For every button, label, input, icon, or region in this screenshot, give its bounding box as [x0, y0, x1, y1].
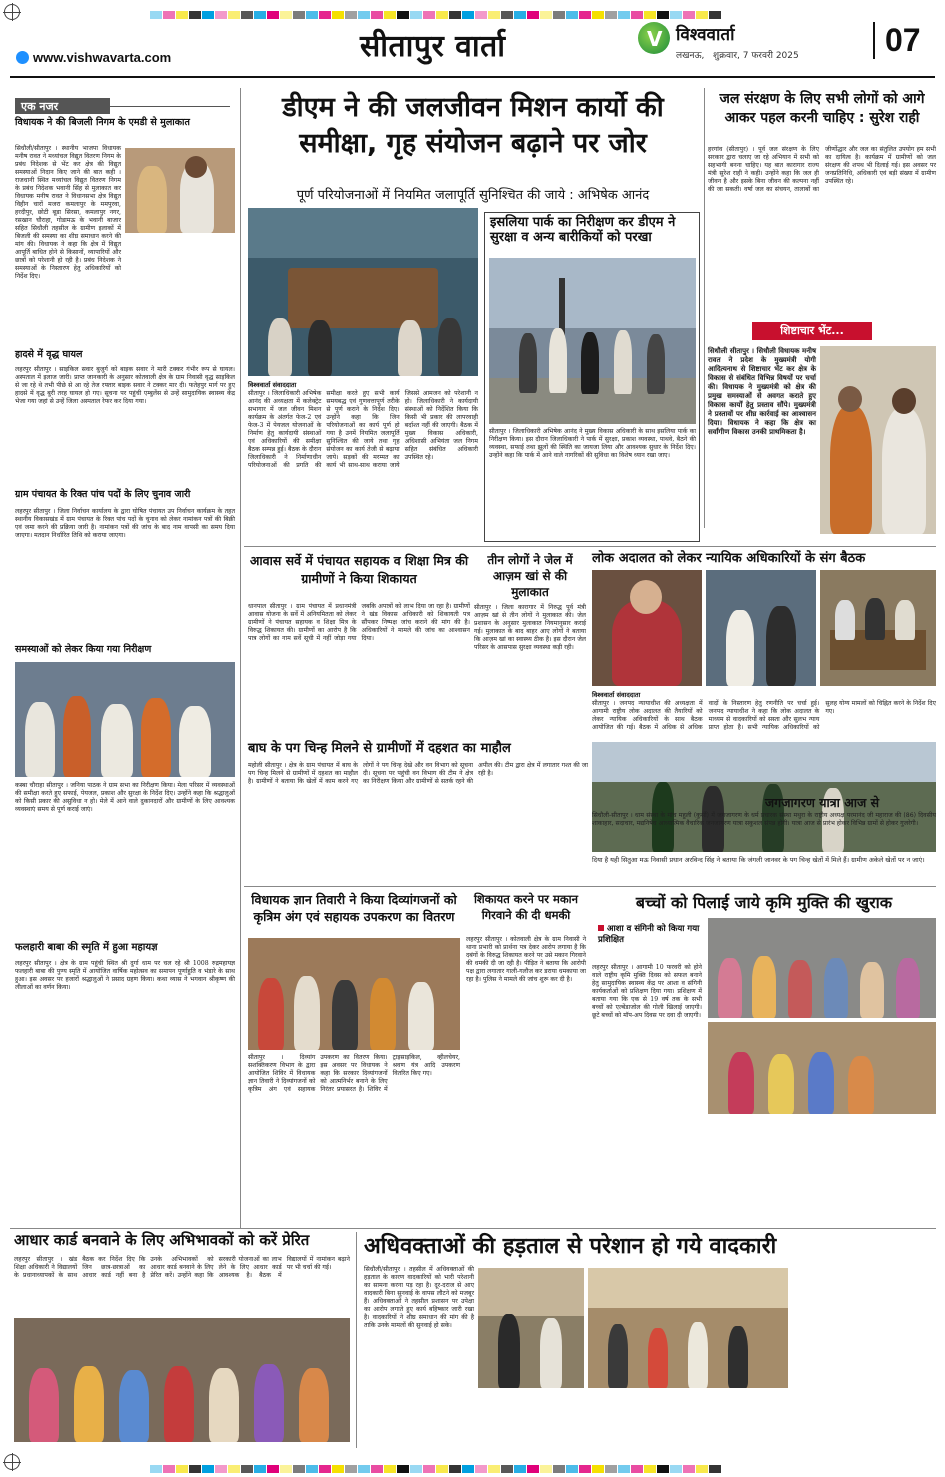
- color-swatch: [202, 1465, 214, 1473]
- color-swatch: [176, 11, 188, 19]
- color-swatch: [189, 11, 201, 19]
- krimi-photo-2: [708, 1022, 936, 1114]
- color-bar-top: [150, 4, 722, 14]
- color-swatch: [254, 11, 266, 19]
- jagjagran-body: सिधौली-सीतापुर । धाम संस्था के मांच महुली (कुर्सी) में जगजागरण के धर्म प्रचारक संस्था मथुरा के राष्ट्रीय अध्यक्ष परमानंद जी महाराज की (86) दिवसीय शाकाहार, सदाचार, मद्यनिषेध आध्यात्मिक वैचारिक जनजागरण यात्रा सकुशल संपन्न होगी। यात्रा आज से प्रारंभ होकर विभिन्न ग्रामों से होकर गुजरेगी।: [592, 812, 936, 827]
- color-swatch: [605, 1465, 617, 1473]
- ek-nazar-item-5-body: लहरपुर सीतापुर । क्षेत्र के ग्राम पहुंची स्थित श्री दुर्गा धाम पर चल रहे श्री 1008 रुद्रमहायज्ञ फलहारी बाबा की पुण्य स्मृति में आयोजित वार्षिक महोत्सव का समापन पूर्णाहुति व भंडारे के साथ हुआ। इस अवसर पर हजारों श्रद्धालुओं ने प्रसाद ग्रहण किया। कथा व्यास ने भगवान श्रीकृष्ण की लीलाओं का वर्णन किया।: [15, 960, 235, 991]
- lok-adalat-body: सीतापुर । जनपद न्यायाधीश की अध्यक्षता में आगामी राष्ट्रीय लोक अदालत की तैयारियों को लेकर न्यायिक अधिकारियों के साथ बैठक आयोजित की गई। बैठक में अधिक से अधिक वादों के निस्तारण हेतु रणनीति पर चर्चा हुई। जनपद न्यायाधीश ने कहा कि लोक अदालत के माध्यम से वादकारियों को सस्ता और सुलभ न्याय प्राप्त होता है। सभी न्यायिक अधिकारियों को सुलह योग्य मामलों को चिह्नित करने के निर्देश दिए गए।: [592, 700, 936, 731]
- color-swatch: [579, 11, 591, 19]
- krimi-body: लहरपुर सीतापुर । आगामी 10 फरवरी को होने वाले राष्ट्रीय कृमि मुक्ति दिवस को सफल बनाने हेतु सामुदायिक स्वास्थ्य केंद्र पर आशा व संगिनी कार्यकर्ताओं को प्रशिक्षण दिया गया। प्रशिक्षण में बताया गया कि एक से 19 वर्ष तक के सभी बच्चों को एल्बेंडाजोल की गोली खिलाई जाएगी। छूटे बच्चों को मॉप-अप दिवस पर दवा दी जाएगी।: [592, 964, 702, 1019]
- brand-logo-v-icon: V: [647, 27, 663, 51]
- color-swatch: [176, 1465, 188, 1473]
- lok-adalat-headline: लोक अदालत को लेकर न्यायिक अधिकारियों के संग बैठक: [592, 551, 866, 566]
- lead-meeting-photo: [248, 208, 478, 376]
- color-swatch: [241, 11, 253, 19]
- bagh-headline: बाघ के पग चिन्ह मिलने से ग्रामीणों में दहशत का माहौल: [248, 741, 511, 756]
- ek-nazar-item-5-title: फलहारी बाबा की स्मृति में हुआ महायज्ञ: [15, 942, 158, 953]
- color-bar-bottom: [150, 1458, 722, 1468]
- isliya-park-photo: [489, 258, 696, 424]
- color-swatch: [215, 1465, 227, 1473]
- color-swatch: [644, 11, 656, 19]
- color-swatch: [527, 1465, 539, 1473]
- azam-headline: तीन लोगों ने जेल में आज़म खां से की मुलाकात: [487, 553, 573, 600]
- right-column-rule: [704, 88, 705, 528]
- color-swatch: [306, 1465, 318, 1473]
- ek-nazar-item-1-photo: [125, 148, 235, 233]
- hadtal-photo-2: [588, 1268, 788, 1388]
- upper-section-rule: [244, 546, 936, 547]
- shishtachar-label: शिष्टाचार भेंट...: [752, 322, 872, 340]
- color-swatch: [345, 1465, 357, 1473]
- left-column-rule: [240, 88, 241, 1228]
- krimi-tag: आशा व संगिनी को किया गया प्रशिक्षित: [598, 924, 700, 945]
- ek-nazar-item-4-photo: [15, 662, 235, 777]
- color-swatch: [423, 1465, 435, 1473]
- brand-name: विश्ववार्ता: [676, 25, 735, 45]
- color-swatch: [280, 11, 292, 19]
- ek-nazar-item-2-title: हादसे में वृद्ध घायल: [15, 349, 83, 360]
- lok-adalat-byline: विश्ववार्ता संवाददाता: [592, 691, 641, 699]
- color-swatch: [605, 11, 617, 19]
- color-swatch: [345, 11, 357, 19]
- viklang-body: सीतापुर । दिव्यांग सशक्तिकरण विभाग के द्वारा आयोजित शिविर में विधायक ज्ञान तिवारी ने दिव्यांगजनों को कृत्रिम अंग एवं सहायक उपकरण का वितरण किया। इस अवसर पर विधायक ने कहा कि सरकार दिव्यांगजनों को आत्मनिर्भर बनाने के लिए निरंतर प्रयासरत है। शिविर में ट्राइसाइकिल, व्हीलचेयर, श्रवण यंत्र आदि उपकरण वितरित किए गए।: [248, 1054, 460, 1093]
- color-swatch: [553, 1465, 565, 1473]
- color-swatch: [319, 11, 331, 19]
- hadtal-body-cont-2: [364, 1392, 788, 1444]
- ek-nazar-label: एक नजर: [15, 98, 110, 114]
- aadhar-headline: आधार कार्ड बनवाने के लिए अभिभावकों को करें प्रेरित: [14, 1231, 310, 1249]
- color-swatch: [436, 11, 448, 19]
- color-swatch: [449, 11, 461, 19]
- krimi-body-cont: [708, 1118, 936, 1222]
- color-swatch: [280, 1465, 292, 1473]
- ek-nazar-item-1-title: विधायक ने की बिजली निगम के एमडी से मुलाकात: [15, 117, 190, 128]
- color-swatch: [332, 1465, 344, 1473]
- awas-headline: आवास सर्वे में पंचायत सहायक व शिक्षा मित्र की ग्रामीणों ने किया शिकायत: [249, 553, 469, 586]
- hadtal-body: सिधौली/सीतापुर । तहसील में अधिवक्ताओं की हड़ताल के कारण वादकारियों को भारी परेशानी का सामना करना पड़ रहा है। दूर-दराज से आए वादकारी बिना सुनवाई के वापस लौटने को मजबूर हैं। अधिवक्ताओं ने तहसील प्रशासन पर उपेक्षा का आरोप लगाते हुए कार्य बहिष्कार जारी रखा है। वादकारियों ने शीघ्र समाधान की मांग की है ताकि उनके मामलों की सुनवाई हो सके।: [364, 1266, 474, 1329]
- color-swatch: [241, 1465, 253, 1473]
- hadtal-body-cont: [792, 1268, 936, 1444]
- color-swatch: [683, 11, 695, 19]
- jal-sanrakshan-headline: जल संरक्षण के लिए सभी लोगों को आगे आकर पहल करनी चाहिए : सुरेश राही: [719, 91, 925, 126]
- color-swatch: [371, 1465, 383, 1473]
- ek-nazar-item-2-body: लहरपुर सीतापुर । साइकिल सवार बुजुर्ग को बाइक सवार ने मारी टक्कर गंभीर रूप से घायल। अस्पताल में इलाज जारी। प्राप्त जानकारी के अनुसार कोतवाली क्षेत्र के ग्राम निवासी वृद्ध साइकिल से जा रहे थे तभी पीछे से आ रहे तेज रफ्तार बाइक सवार ने टक्कर मार दी। फतेहपुर मार्ग पर हुए हादसे में वृद्ध बुरी तरह घायल हो गए। सूचना पर पहुंची एम्बुलेंस से उन्हें सामुदायिक स्वास्थ्य केंद्र भेजा गया जहां से उन्हें जिला अस्पताल रेफर कर दिया गया।: [15, 366, 235, 405]
- color-swatch: [566, 11, 578, 19]
- color-swatch: [189, 1465, 201, 1473]
- aadhar-photo: [14, 1318, 350, 1442]
- bullet-icon: [598, 925, 604, 931]
- ek-nazar-rule: [110, 106, 230, 107]
- ek-nazar-item-4-body: कस्बा चौराहा सीतापुर । जनिया पाठक ने ग्राम सभा का निरीक्षण किया। मेला परिसर में व्यवस्थाओं की समीक्षा करते हुए सफाई, पेयजल, प्रकाश और सुरक्षा के निर्देश दिए। उन्होंने कहा कि श्रद्धालुओं को किसी प्रकार की असुविधा न हो। मेले में आने वाले दुकानदारों और ग्रामीणों के लिए आवश्यक व्यवस्थाएं समय से पूर्ण कराई जाएं।: [15, 782, 235, 813]
- color-swatch: [267, 1465, 279, 1473]
- color-swatch: [462, 11, 474, 19]
- ek-nazar-item-3-body: लहरपुर सीतापुर । जिला निर्वाचन कार्यालय के द्वारा घोषित पंचायत उप निर्वाचन कार्यक्रम के तहत स्थानीय विकासखंड में ग्राम पंचायत के रिक्त पांच पदों के चुनाव को लेकर नामांकन पत्रों की बिक्री एवं जमा करने की प्रक्रिया जारी है। नामांकन पत्रों की जांच के बाद नाम वापसी का समय दिया जाएगा। मतदान निर्धारित तिथि को कराया जाएगा।: [15, 508, 235, 539]
- azam-body: सीतापुर । जिला कारागार में निरुद्ध पूर्व मंत्री आज़म खां से तीन लोगों ने मुलाकात की। जेल प्रशासन के अनुसार मुलाकात नियमानुसार कराई गई। मुलाकात के बाद बाहर आए लोगों ने बताया कि आज़म खां का स्वास्थ्य ठीक है। इस दौरान जेल परिसर के आसपास सुरक्षा व्यवस्था कड़ी रही।: [474, 604, 586, 651]
- isliya-park-caption: सीतापुर । जिलाधिकारी अभिषेक आनंद ने मुख्य विकास अधिकारी के साथ इसलिया पार्क का निरीक्षण किया। इस दौरान जिलाधिकारी ने पार्क में सुरक्षा, प्रकाश व्यवस्था, पाथवे, बैठने की व्यवस्था, सफाई तथा झूलों की स्थिति का जायजा लिया और आवश्यक सुधार के निर्देश दिए। उन्होंने कहा कि पार्क में आने वाले नागरिकों की सुविधा का विशेष ध्यान रखा जाए।: [489, 428, 696, 459]
- color-swatch: [410, 1465, 422, 1473]
- color-swatch: [683, 1465, 695, 1473]
- color-swatch: [696, 11, 708, 19]
- ek-nazar-item-4-title: समस्याओं को लेकर किया गया निरीक्षण: [15, 644, 152, 655]
- color-swatch: [267, 11, 279, 19]
- krimi-headline: बच्चों को पिलाई जाये कृमि मुक्ति की खुराक: [635, 893, 893, 912]
- krimi-photo-1: [708, 918, 936, 1018]
- color-swatch: [228, 1465, 240, 1473]
- color-swatch: [644, 1465, 656, 1473]
- color-swatch: [371, 11, 383, 19]
- hadtal-photo-1: [478, 1268, 584, 1388]
- color-swatch: [631, 11, 643, 19]
- color-swatch: [592, 1465, 604, 1473]
- middle-section-rule: [244, 886, 936, 887]
- makan-body-cont: [466, 1054, 586, 1222]
- color-swatch: [540, 1465, 552, 1473]
- color-swatch: [475, 1465, 487, 1473]
- jal-sanrakshan-body: हरगांव (सीतापुर) । पूर्व जल संरक्षण के लिए सरकार द्वारा चलाए जा रहे अभियान में सभी को सहभागी बनना चाहिए। यह बात कारागार राज्य मंत्री सुरेश राही ने कही। उन्होंने कहा कि जल ही जीवन है और इसके बिना जीवन की कल्पना नहीं की जा सकती। वर्षा जल का संचयन, तालाबों का जीर्णोद्धार और जल का संतुलित उपयोग हम सभी का दायित्व है। कार्यक्रम में ग्रामीणों को जल संरक्षण की शपथ भी दिलाई गई। इस अवसर पर जनप्रतिनिधि, अधिकारी एवं बड़ी संख्या में ग्रामीण उपस्थित रहे।: [708, 146, 936, 193]
- color-swatch: [449, 1465, 461, 1473]
- color-swatch: [306, 11, 318, 19]
- ek-nazar-item-1-body: सिधौली/सीतापुर । स्थानीय भाजपा विधायक मनीष रावत ने मध्यांचल विद्युत वितरण निगम के प्रबंध निदेशक से भेंट कर क्षेत्र की विद्युत समस्याओं निदान किए जाने की बात कही । राजधानी स्थित मध्यांचल विद्युत वितरण निगम के प्रबंध निदेशक भवानी सिंह से मुलाकात कर विधायक मनीष रावत ने विधानसभा क्षेत्र विद्युत विहीन चारों मजरा कमलापुर के ममपुरवा, हरदीपुर, छोटी बूडा सिरसा, कमलापुर नगर, रसखान चौराहा, गोडामऊ के भवानी बाजार सहित सिधौली तहसील के ग्रामीण इलाकों में बिजली की समस्या का शीघ्र समाधान करने की मांग की। विधायक ने कहा कि क्षेत्र में विद्युत आपूर्ति बाधित होने से किसानों, व्यापारियों और छात्रों को परेशानी हो रही है। प्रबंध निदेशक ने समस्याओं के निस्तारण हेतु अधिकारियों को निर्देश दिए।: [15, 145, 121, 280]
- lok-adalat-photo-2: [706, 570, 816, 686]
- hadtal-headline: अधिवक्ताओं की हड़ताल से परेशान हो गये वादकारी: [364, 1234, 777, 1259]
- lok-adalat-photo-1: [592, 570, 702, 686]
- color-swatch: [150, 11, 162, 19]
- color-swatch: [410, 11, 422, 19]
- color-swatch: [540, 11, 552, 19]
- color-swatch: [397, 1465, 409, 1473]
- viklang-headline: विधायक ज्ञान तिवारी ने किया दिव्यांगजनों को कृत्रिम अंग एवं सहायक उपकरण का वितरण: [251, 892, 457, 924]
- bottom-column-rule: [356, 1232, 357, 1448]
- aadhar-body: लहरपुर सीतापुर । खंड शिक्षा अधिकारी ने विद्यालयों के प्रधानाध्यापकों के साथ बैठक कर निर्देश दिए कि जिन छात्र-छात्राओं का आधार कार्ड नहीं बना है उनके अभिभावकों को आधार कार्ड बनवाने के लिए प्रेरित करें। उन्होंने कहा कि सरकारी योजनाओं का लाभ लेने के लिए आधार कार्ड आवश्यक है। बैठक में विद्यालयों में नामांकन बढ़ाने पर भी चर्चा की गई।: [14, 1256, 350, 1279]
- color-swatch: [709, 1465, 721, 1473]
- bottom-section-rule: [10, 1228, 936, 1229]
- dateline: लखनऊ, शुक्रवार, 7 फरवरी 2025: [676, 51, 799, 61]
- shishtachar-photo: [820, 346, 936, 534]
- bagh-caption: दिया है यही सितुआ मऊ निवासी प्रधान अरविन्द सिंह ने बताया कि जंगली जानवर के पग चिन्ह खेतों में मिले हैं। ग्रामीण अकेले खेतों पर न जाएं।: [592, 856, 925, 864]
- color-swatch: [592, 11, 604, 19]
- color-swatch: [488, 1465, 500, 1473]
- color-swatch: [293, 1465, 305, 1473]
- color-swatch: [488, 11, 500, 19]
- color-swatch: [514, 11, 526, 19]
- ek-nazar-item-1-body-cont: [15, 237, 235, 337]
- website-url[interactable]: www.vishwavarta.com: [16, 50, 171, 65]
- color-swatch: [384, 11, 396, 19]
- color-swatch: [709, 11, 721, 19]
- color-swatch: [436, 1465, 448, 1473]
- color-swatch: [384, 1465, 396, 1473]
- ek-nazar-item-3-title: ग्राम पंचायत के रिक्त पांच पदों के लिए चुनाव जारी: [15, 489, 191, 500]
- color-swatch: [670, 1465, 682, 1473]
- color-swatch: [566, 1465, 578, 1473]
- lok-adalat-photo-3: [820, 570, 936, 686]
- color-swatch: [514, 1465, 526, 1473]
- color-swatch: [553, 11, 565, 19]
- color-swatch: [618, 1465, 630, 1473]
- viklang-photo: [248, 938, 460, 1050]
- color-swatch: [579, 1465, 591, 1473]
- lead-subheadline: पूर्ण परियोजनाओं में नियमित जलापूर्ति सुनिश्चित की जाये : अभिषेक आनंद: [296, 188, 650, 203]
- color-swatch: [501, 1465, 513, 1473]
- color-swatch: [228, 11, 240, 19]
- ie-globe-icon: [16, 51, 29, 64]
- shishtachar-body: सिधौली सीतापुर । सिधौली विधायक मनीष रावत ने प्रदेश के मुख्यमंत्री योगी आदित्यनाथ से शिष्टाचार भेंट कर क्षेत्र के विकास से संबंधित विभिन्न विषयों पर चर्चा की। विधायक ने मुख्यमंत्री को क्षेत्र की प्रमुख समस्याओं से अवगत कराते हुए विकास कार्यों हेतु प्रस्ताव सौंपे। मुख्यमंत्री ने प्रस्तावों पर शीघ्र कार्रवाई का आश्वासन दिया। विधायक ने कहा कि क्षेत्र का सर्वांगीण विकास उनकी प्राथमिकता है।: [708, 346, 816, 436]
- color-swatch: [527, 11, 539, 19]
- jagjagran-headline: जगजागरण यात्रा आज से: [764, 795, 880, 810]
- color-swatch: [631, 1465, 643, 1473]
- color-swatch: [293, 11, 305, 19]
- section-title: सीतापुर वार्ता: [360, 29, 506, 64]
- color-swatch: [332, 11, 344, 19]
- color-swatch: [397, 11, 409, 19]
- color-swatch: [618, 11, 630, 19]
- color-swatch: [202, 11, 214, 19]
- color-swatch: [462, 1465, 474, 1473]
- color-swatch: [163, 1465, 175, 1473]
- makan-headline: शिकायत करने पर मकान गिरवाने की दी धमकी: [473, 892, 579, 922]
- awas-body: धानपाल सीतापुर । ग्राम पंचायत में प्रधानमंत्री आवास योजना के सर्वे में अनियमितता को लेकर ग्रामीणों ने पंचायत सहायक व शिक्षा मित्र के विरुद्ध शिकायत की। ग्रामीणों का आरोप है कि पात्र लोगों का नाम सर्वे सूची में नहीं जोड़ा गया जबकि अपात्रों को लाभ दिया जा रहा है। ग्रामीणों ने खंड विकास अधिकारी को शिकायती पत्र सौंपकर निष्पक्ष जांच कराने की मांग की है। अधिकारियों ने मामले की जांच का आश्वासन दिया।: [248, 603, 470, 642]
- color-swatch: [150, 1465, 162, 1473]
- color-swatch: [254, 1465, 266, 1473]
- color-swatch: [215, 11, 227, 19]
- color-swatch: [319, 1465, 331, 1473]
- color-swatch: [501, 11, 513, 19]
- lead-byline: विश्ववार्ता संवाददाता: [248, 381, 297, 389]
- page-number: 07: [873, 22, 921, 59]
- bagh-body: महोली सीतापुर । क्षेत्र के ग्राम पंचायत में बाघ के पग चिन्ह मिलने से ग्रामीणों में दहशत का माहौल है। ग्रामीणों ने बताया कि खेतों में काम करने गए लोगों ने पग चिन्ह देखे और वन विभाग को सूचना दी। सूचना पर पहुंची वन विभाग की टीम ने क्षेत्र का निरीक्षण किया और ग्रामीणों से सतर्क रहने की अपील की। टीम द्वारा क्षेत्र में लगातार गश्त की जा रही है।: [248, 762, 588, 785]
- color-swatch: [670, 11, 682, 19]
- color-swatch: [423, 11, 435, 19]
- lead-body: सीतापुर । जिलाधिकारी अभिषेक आनंद की अध्यक्षता में कलेक्ट्रेट सभागार में जल जीवन मिशन कार्यक्रम के अंतर्गत फेज-2 एवं फेज-3 में पेयजल योजनाओं के निर्माण हेतु कार्यदायी संस्थाओं एवं अधिकारियों की समीक्षा बैठक सम्पन्न हुई। बैठक के दौरान जिलाधिकारी ने निर्माणाधीन परियोजनाओं की प्रगति की समीक्षा करते हुए सभी कार्य समयबद्ध एवं गुणवत्तापूर्ण तरीके से पूर्ण कराने के निर्देश दिए। उन्होंने कहा कि जिन परियोजनाओं का कार्य पूर्ण हो गया है उनमें नियमित जलापूर्ति सुनिश्चित की जाये तथा गृह संयोजन का कार्य तेजी से बढ़ाया जाये। सड़कों की मरम्मत का कार्य भी साथ-साथ कराया जाये जिससे आमजन को परेशानी न हो। जिलाधिकारी ने कार्यदायी संस्थाओं को निर्देशित किया कि किसी भी प्रकार की लापरवाही बर्दाश्त नहीं की जाएगी। बैठक में मुख्य विकास अधिकारी, अधिशासी अभियंता जल निगम सहित संबंधित अधिकारी उपस्थित रहे।: [248, 390, 478, 469]
- color-swatch: [358, 11, 370, 19]
- makan-body: लहरपुर सीतापुर । कोतवाली क्षेत्र के ग्राम निवासी ने थाना प्रभारी को प्रार्थना पत्र देकर आरोप लगाया है कि दबंगों के विरुद्ध शिकायत करने पर उसे मकान गिरवाने की धमकी दी जा रही है। पीड़ित ने बताया कि आरोपी पक्ष द्वारा लगातार गाली-गलौज कर डराया धमकाया जा रहा है। पुलिस ने मामले की जांच शुरू कर दी है।: [466, 936, 586, 983]
- lead-headline: डीएम ने की जलजीवन मिशन कार्यो की समीक्षा, गृह संयोजन बढ़ाने पर जोर: [282, 92, 664, 160]
- color-swatch: [163, 11, 175, 19]
- header-rule: [10, 76, 935, 78]
- color-swatch: [657, 11, 669, 19]
- color-swatch: [696, 1465, 708, 1473]
- color-swatch: [475, 11, 487, 19]
- color-swatch: [358, 1465, 370, 1473]
- isliya-park-headline: इसलिया पार्क का निरीक्षण कर डीएम ने सुरक्षा व अन्य बारीकियों को परखा: [490, 215, 676, 245]
- color-swatch: [657, 1465, 669, 1473]
